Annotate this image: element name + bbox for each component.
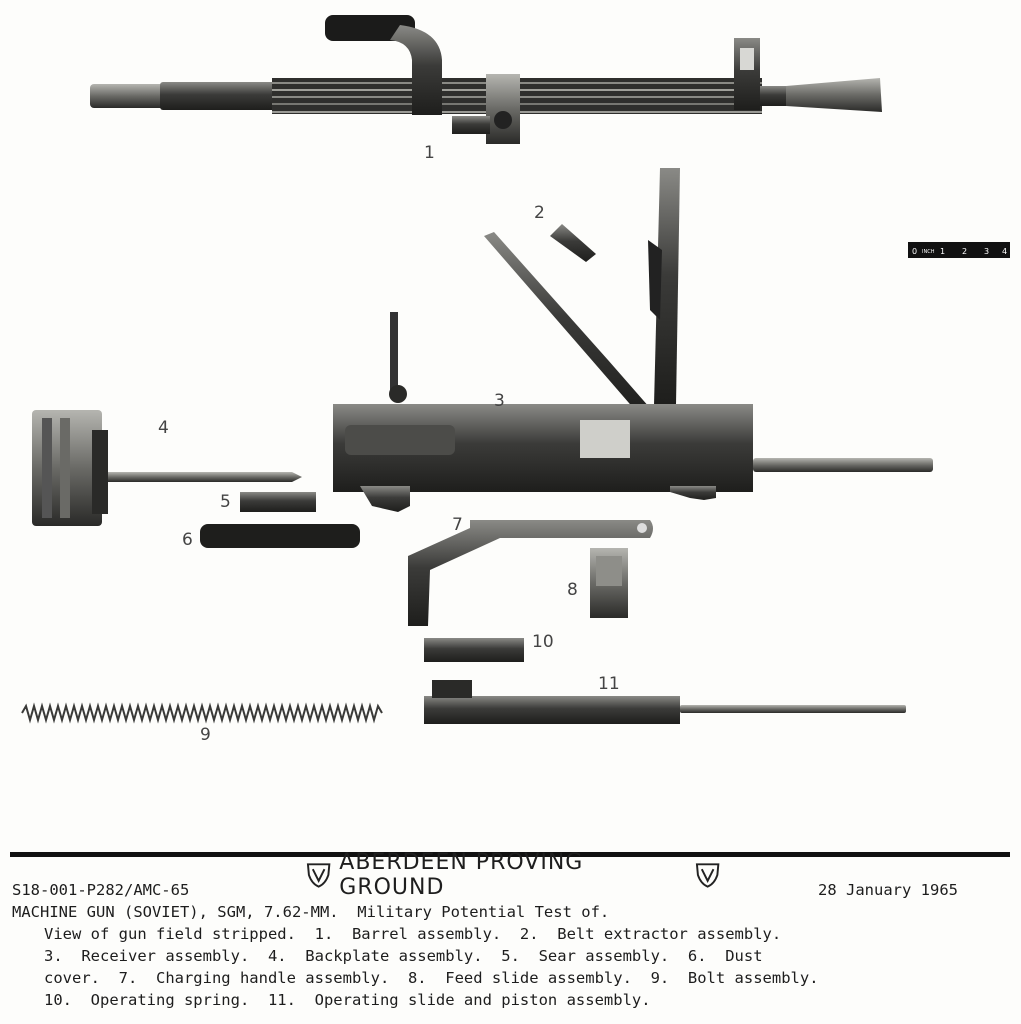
part-number-9: 9 xyxy=(200,725,211,745)
ruler-label-4: 4 xyxy=(1002,247,1008,256)
document-date: 28 January 1965 xyxy=(818,881,958,899)
shield-logo-icon xyxy=(695,861,720,889)
reference-number: S18-001-P282/AMC-65 xyxy=(12,881,190,899)
part-number-10: 10 xyxy=(532,632,554,652)
caption-line-5: 10. Operating spring. 11. Operating slide and piston assembly. xyxy=(44,991,651,1009)
sear-assembly xyxy=(240,492,316,512)
caption-line-3: 3. Receiver assembly. 4. Backplate assembly. 5. Sear assembly. 6. Dust xyxy=(44,947,763,965)
organization-banner xyxy=(306,850,720,900)
part-number-3: 3 xyxy=(494,391,505,411)
operating-slide-piston-assembly xyxy=(424,680,906,724)
belt-extractor-assembly xyxy=(550,224,596,262)
dust-cover xyxy=(200,524,360,548)
part-10 xyxy=(424,638,524,662)
part-number-1: 1 xyxy=(424,143,435,163)
ruler-unit: INCH xyxy=(922,249,935,255)
part-number-7: 7 xyxy=(452,515,463,535)
organization-name: ABERDEEN PROVING GROUND xyxy=(339,850,584,900)
receiver-assembly xyxy=(333,312,933,512)
part-number-4: 4 xyxy=(158,418,169,438)
ruler-label-3: 3 xyxy=(984,247,990,256)
ruler-label-0: 0 xyxy=(912,247,918,256)
shield-logo-icon xyxy=(306,861,331,889)
spring xyxy=(22,706,384,720)
part-number-6: 6 xyxy=(182,530,193,550)
caption-line-2: View of gun field stripped. 1. Barrel assembly. 2. Belt extractor assembly. xyxy=(44,925,782,943)
ruler-label-1: 1 xyxy=(940,247,946,256)
caption-line-1: MACHINE GUN (SOVIET), SGM, 7.62-MM. Military Potential Test of. xyxy=(12,903,610,921)
part-number-5: 5 xyxy=(220,492,231,512)
feed-cover-parts xyxy=(484,168,680,418)
part-number-2: 2 xyxy=(534,203,545,223)
ruler-label-2: 2 xyxy=(962,247,968,256)
barrel-assembly xyxy=(90,15,882,144)
caption-line-4: cover. 7. Charging handle assembly. 8. Feed slide assembly. 9. Bolt assembly. xyxy=(44,969,819,987)
scale-ruler xyxy=(908,242,1010,258)
part-number-8: 8 xyxy=(567,580,578,600)
feed-slide-assembly xyxy=(590,548,628,618)
part-number-11: 11 xyxy=(598,674,620,694)
